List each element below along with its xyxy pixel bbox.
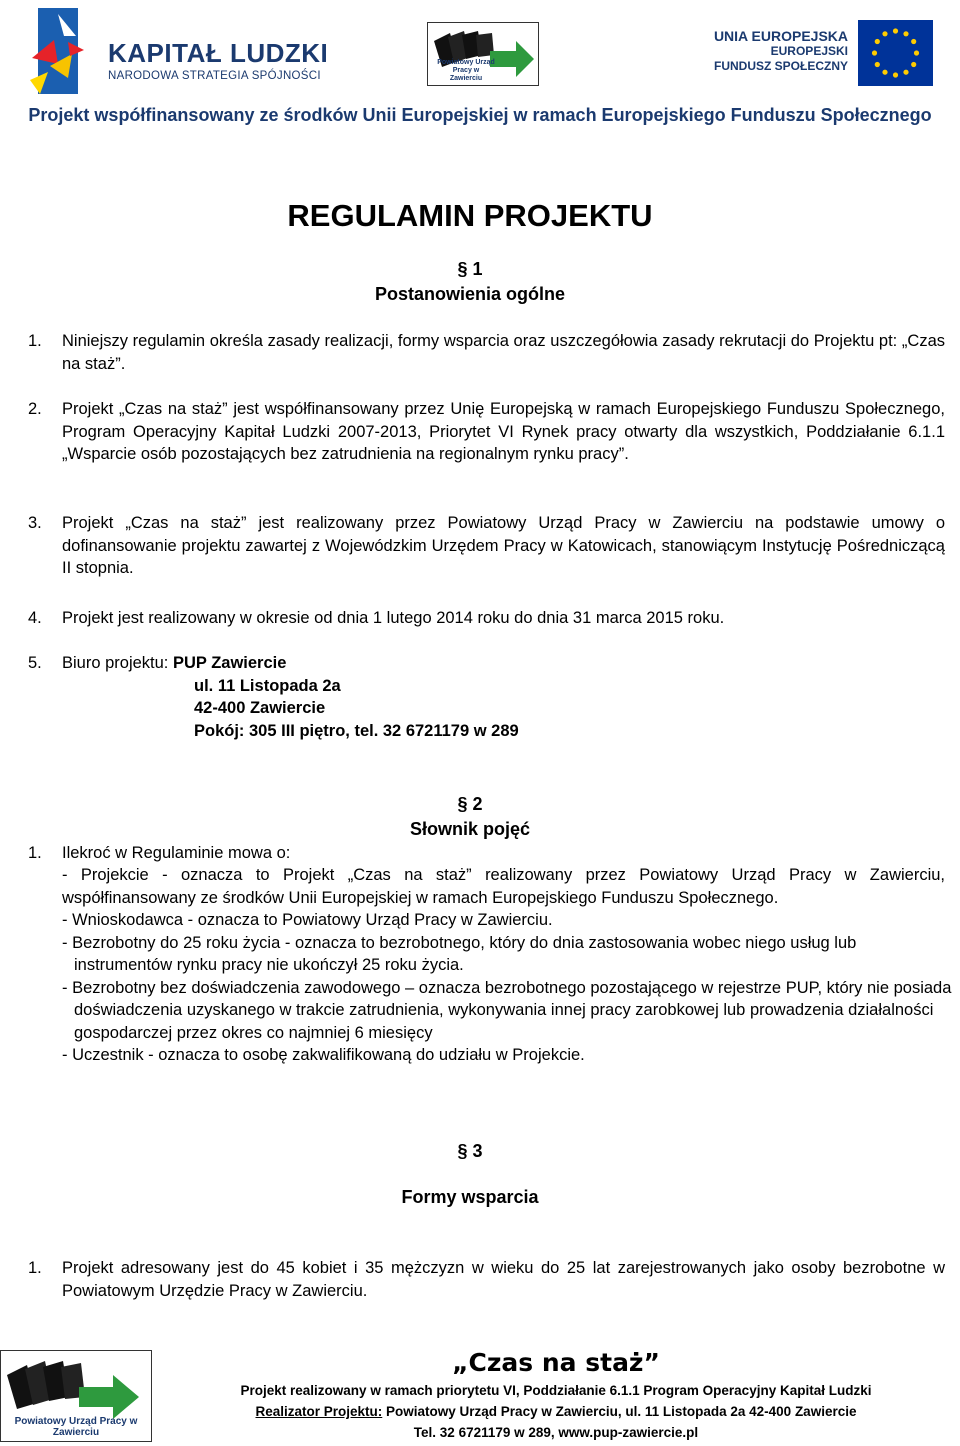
footer-line-1: Projekt realizowany w ramach priorytetu VI, Poddziałanie 6.1.1 Program Operacyjny Kapitał Ludzki — [240, 1383, 872, 1398]
eu-label-line3: FUNDUSZ SPOŁECZNY — [713, 59, 848, 73]
item-number: 2. — [28, 400, 42, 418]
section-2-intro — [28, 842, 945, 865]
definition-uczestnik: - Uczestnik - oznacza to osobę zakwalifikowaną do udziału w Projekcie. — [62, 1046, 585, 1064]
eu-flag-icon — [858, 20, 933, 86]
section-1-item-2 — [28, 398, 945, 466]
item-number: 4. — [28, 609, 42, 627]
kapital-ludzki-title: KAPITAŁ LUDZKI — [108, 38, 329, 68]
section-3-item-1 — [28, 1257, 945, 1302]
footer-brand: „Czas na staż” — [452, 1348, 660, 1377]
office-line-2: ul. 11 Listopada 2a — [194, 676, 341, 695]
kapital-ludzki-subtitle: NARODOWA STRATEGIA SPÓJNOŚCI — [108, 70, 321, 82]
item-number: 5. — [28, 654, 42, 672]
eu-label-line1: UNIA EUROPEJSKA — [713, 28, 848, 44]
definition-wnioskodawca: - Wnioskodawca - oznacza to Powiatowy Urząd Pracy w Zawierciu. — [62, 911, 553, 929]
eu-label — [714, 28, 848, 74]
pup-logo-caption: Powiatowy Urząd Pracy w Zawierciu — [437, 59, 495, 82]
footer-line-2 — [152, 1404, 960, 1419]
eu-label-line2: EUROPEJSKI — [770, 44, 848, 58]
kapital-ludzki-logo — [28, 6, 328, 96]
section-2-number: § 2 — [457, 794, 483, 814]
item-text: Projekt jest realizowany w okresie od dnia 1 lutego 2014 roku do dnia 31 marca 2015 roku. — [62, 609, 725, 627]
pup-logo — [427, 22, 539, 86]
header-banner: Projekt współfinansowany ze środków Unii Europejskiej w ramach Europejskiego Funduszu Społecznego — [28, 105, 932, 125]
section-1-item-5 — [28, 652, 945, 742]
section-1-item-1 — [28, 330, 945, 375]
section-1-title: Postanowienia ogólne — [374, 284, 566, 304]
item-text: Niniejszy regulamin określa zasady realizacji, formy wsparcia oraz uszczegółowia zasady rekrutacji do Projektu pt: „Czas na staż”. — [62, 332, 945, 373]
section-1-item-3 — [28, 512, 945, 580]
definition-bezrobotny-bez-doswiadczenia: - Bezrobotny bez doświadczenia zawodowego – oznacza bezrobotnego pozostającego w rejestrze PUP, który nie posiada doświadczenia uzyskanego w trakcie zatrudnienia, wykonywania innej pracy zarobkowej lub prowadzenia działalności gospodarczej przez okres co najmniej 6 miesięcy — [62, 978, 952, 1042]
section-1-item-4 — [28, 607, 945, 630]
item-text: Projekt „Czas na staż” jest realizowany przez Powiatowy Urząd Pracy w Zawierciu na podstawie umowy o dofinansowanie projektu zawartej z Wojewódzkim Urzędem Pracy w Katowicach, stanowiącym Instytucję Pośredniczącą II stopnia. — [62, 514, 945, 577]
section-1-number: § 1 — [457, 259, 483, 279]
kapital-ludzki-star-icon — [28, 6, 108, 98]
footer-line-3: Tel. 32 6721179 w 289, www.pup-zawiercie.pl — [413, 1425, 699, 1440]
item-number: 1. — [28, 1259, 42, 1277]
section-3-number: § 3 — [457, 1141, 483, 1161]
document-title: REGULAMIN PROJEKTU — [287, 198, 653, 233]
footer-pup-logo — [0, 1350, 152, 1442]
item-text: Ilekroć w Regulaminie mowa o: — [62, 844, 291, 862]
office-line-3: 42-400 Zawiercie — [194, 699, 326, 717]
definition-projekt: - Projekcie - oznacza to Projekt „Czas na staż” realizowany przez Powiatowy Urząd Pracy w Zawierciu, współfinansowany ze środków Unii Europejskiej w ramach Europejskiego Funduszu Społecznego. — [62, 866, 945, 907]
item-number: 1. — [28, 844, 42, 862]
footer-pup-caption: Powiatowy Urząd Pracy w Zawierciu — [14, 1416, 138, 1438]
office-line-4: Pokój: 305 III piętro, tel. 32 6721179 w 289 — [194, 721, 519, 740]
office-line-1: PUP Zawiercie — [172, 654, 287, 672]
section-2-title: Słownik pojęć — [409, 819, 531, 839]
item-number: 1. — [28, 332, 42, 350]
section-3-title: Formy wsparcia — [401, 1187, 539, 1207]
definition-bezrobotny-25: - Bezrobotny do 25 roku życia - oznacza to bezrobotnego, który do dnia zastosowania wobec niego usług lub instrumentów rynku pracy nie ukończył 25 roku życia. — [62, 933, 857, 974]
item-text: Projekt adresowany jest do 45 kobiet i 35 mężczyzn w wieku do 25 lat zarejestrowanych jako osoby bezrobotne w Powiatowym Urzędzie Pracy w Zawierciu. — [62, 1259, 945, 1300]
footer-realizator-text: Powiatowy Urząd Pracy w Zawierciu, ul. 11 Listopada 2a 42-400 Zawiercie — [382, 1404, 857, 1419]
office-label: Biuro projektu: — [62, 654, 173, 672]
item-number: 3. — [28, 514, 42, 532]
footer-pup-logo-icon — [1, 1353, 151, 1425]
footer-realizator-label: Realizator Projektu: — [255, 1404, 383, 1419]
item-text: Projekt „Czas na staż” jest współfinansowany przez Unię Europejską w ramach Europejskiego Funduszu Społecznego, Program Operacyjny Kapitał Ludzki 2007-2013, Priorytet VI Rynek pracy otwarty dla wszystkich, Poddziałanie 6.1.1 „Wsparcie osób pozostających bez zatrudnienia na regionalnym rynku pracy”. — [62, 400, 945, 463]
